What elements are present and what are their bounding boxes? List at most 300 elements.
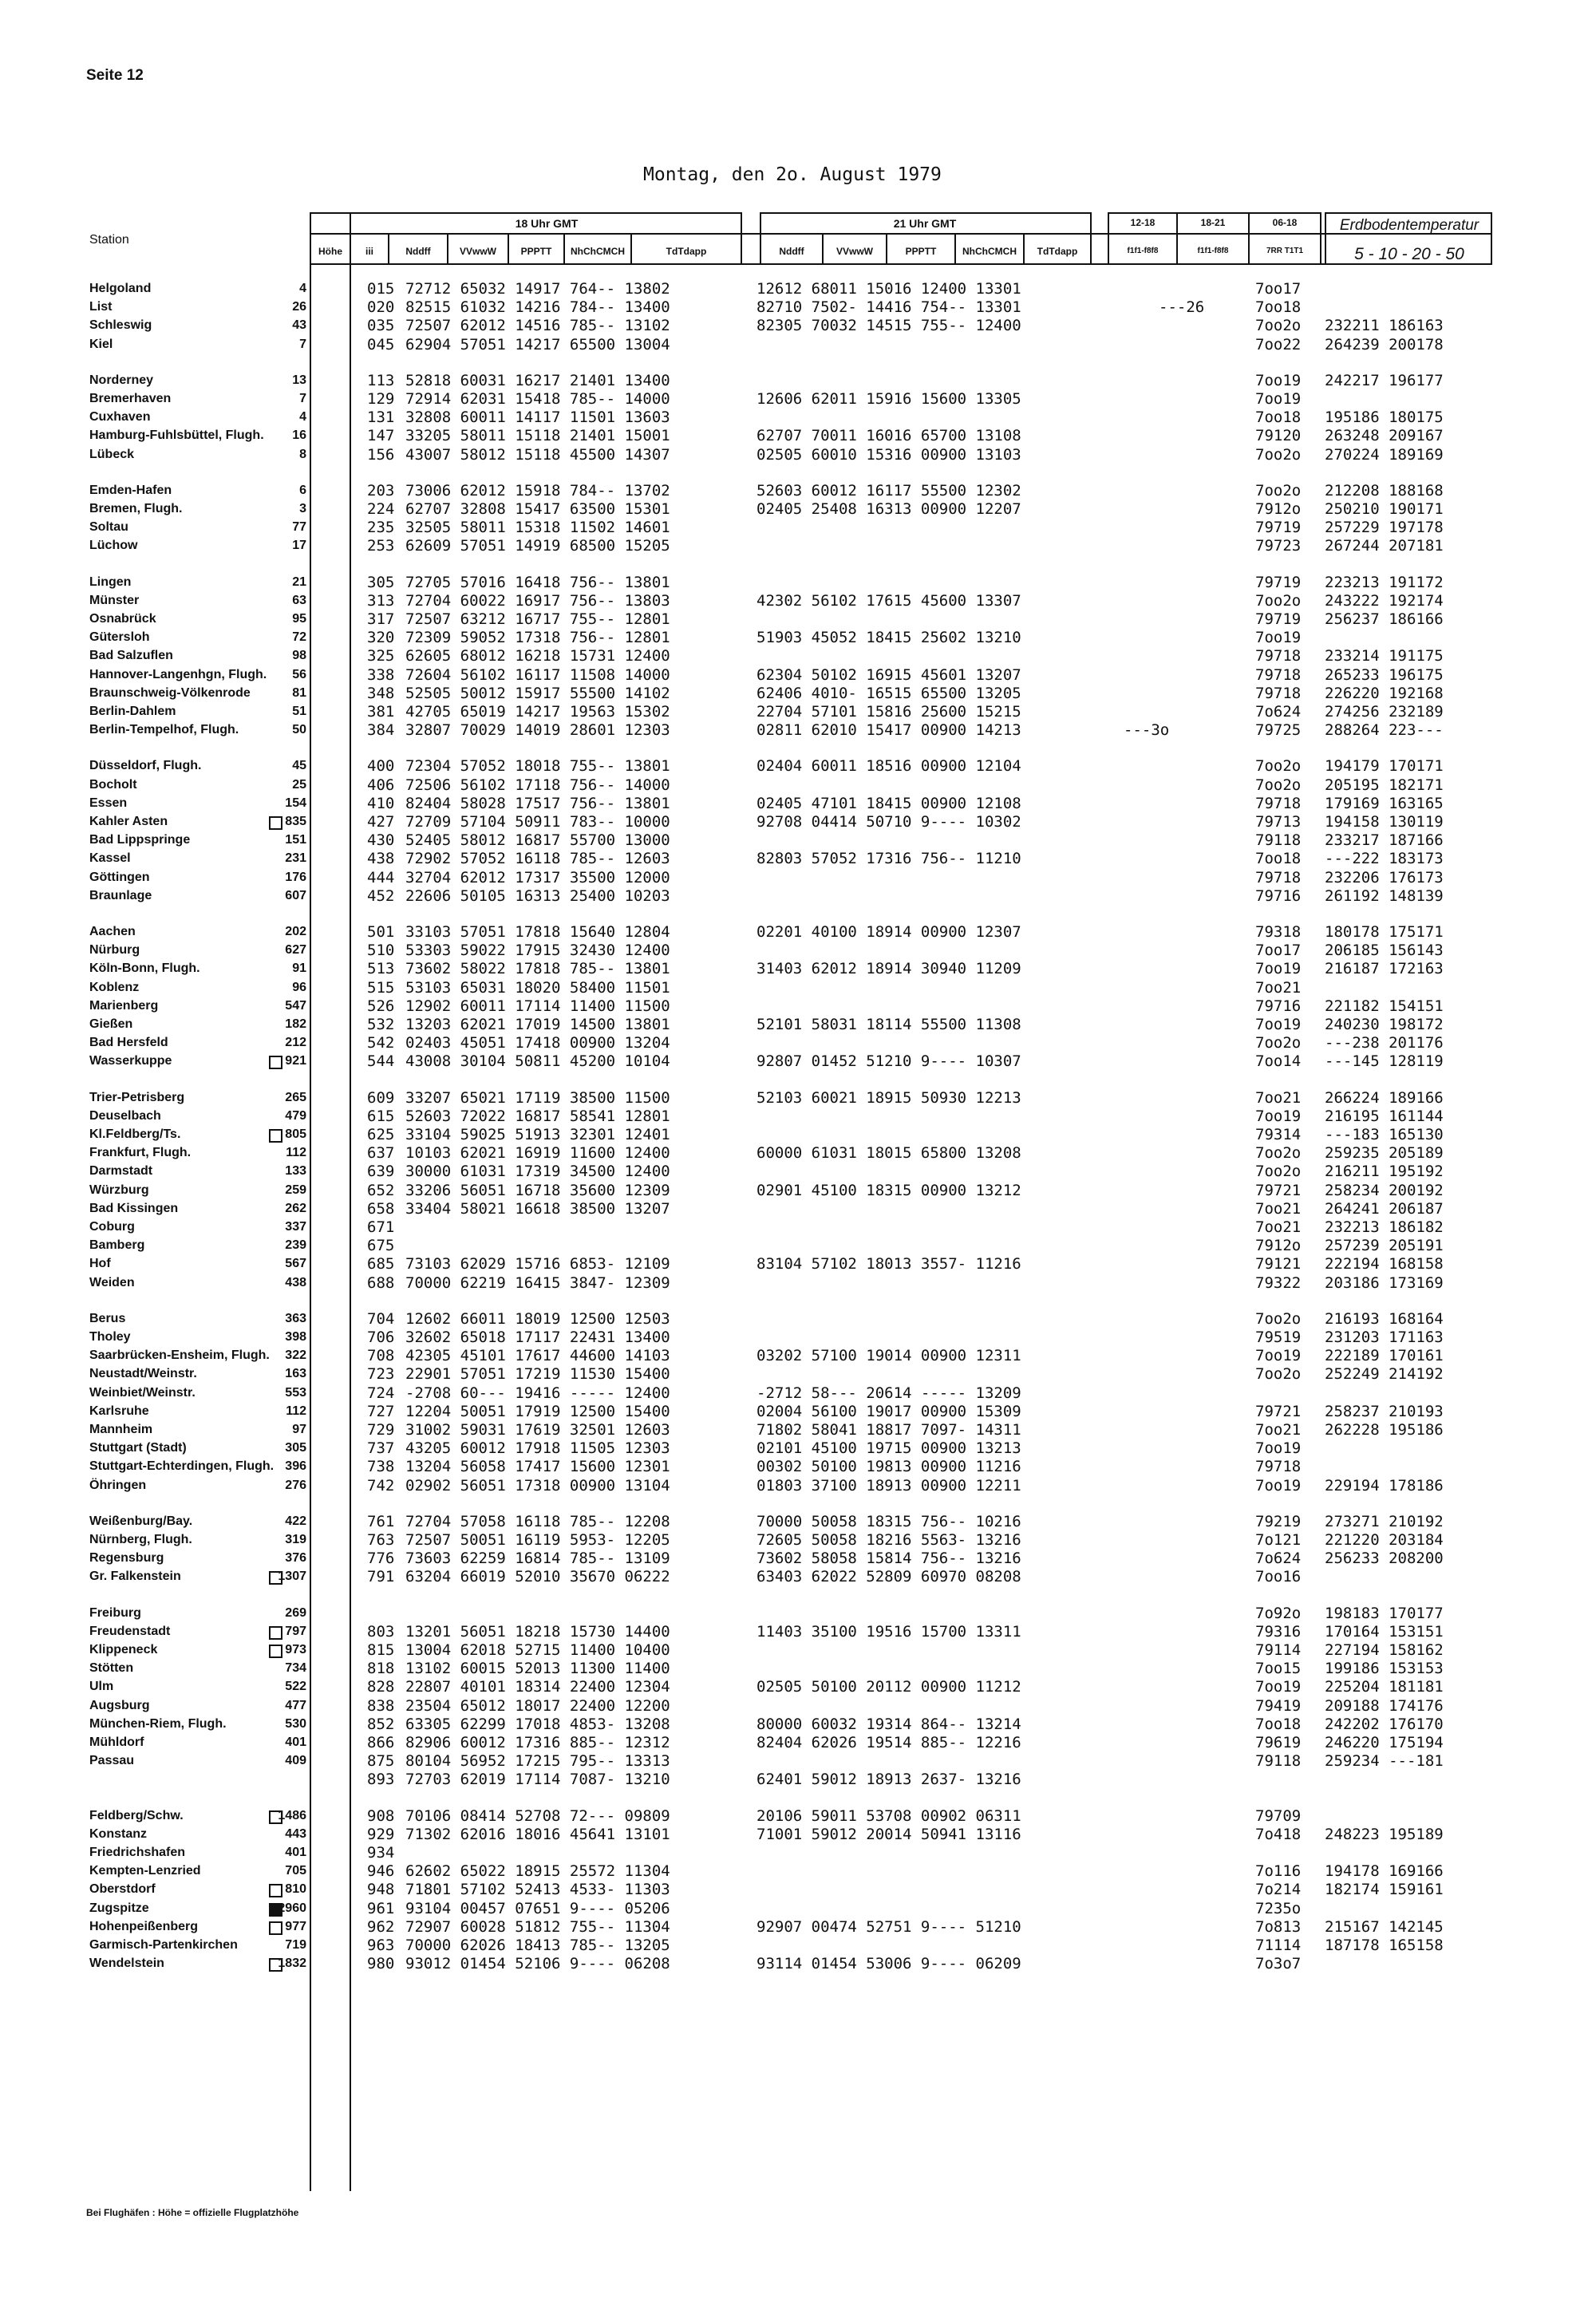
obs-18utc: 71302 62016 18016 45641 13101	[405, 1825, 670, 1843]
station-height: 259	[285, 1183, 306, 1197]
station-number: 866	[367, 1734, 395, 1751]
obs-18utc: 13201 56051 18218 15730 14400	[405, 1622, 670, 1641]
group-21-header: 21 Uhr GMT	[893, 217, 957, 230]
station-number: 761	[367, 1512, 395, 1530]
station-number: 929	[367, 1825, 395, 1843]
precip-06-18: 79723	[1255, 537, 1302, 555]
station-height: 805	[285, 1127, 306, 1141]
obs-18utc: 70000 62026 18413 785-- 13205	[405, 1937, 670, 1954]
soil-temperature: 180178 175171	[1325, 923, 1444, 941]
station-number: 015	[367, 280, 395, 298]
station-height: 63	[292, 593, 306, 607]
station-name: Passau	[89, 1754, 135, 1768]
station-height: 112	[286, 1404, 306, 1418]
station-height: 51	[292, 705, 306, 718]
station-number: 708	[367, 1347, 395, 1365]
obs-18utc: 33207 65021 17119 38500 11500	[405, 1088, 670, 1107]
obs-21utc: 02404 60011 18516 00900 12104	[757, 757, 1021, 776]
obs-18utc: 33404 58021 16618 38500 13207	[405, 1199, 670, 1218]
column-rule	[1090, 212, 1092, 265]
soil-temperature: 258234 200192	[1325, 1181, 1444, 1199]
station-number: 526	[367, 997, 395, 1015]
obs-18utc: 73602 58022 17818 785-- 13801	[405, 960, 670, 978]
station-height: 530	[285, 1716, 306, 1731]
precip-06-18: 7oo19	[1255, 1347, 1302, 1365]
precip-06-18: 7oo19	[1255, 390, 1302, 408]
obs-18utc: 93104 00457 07651 9---- 05206	[405, 1899, 670, 1917]
station-name: Osnabrück	[89, 612, 156, 626]
precip-06-18: 7oo2o	[1255, 757, 1302, 776]
soil-temperature: 273271 210192	[1325, 1512, 1444, 1530]
precip-06-18: 79322	[1255, 1273, 1302, 1292]
obs-21utc: 52103 60021 18915 50930 12213	[757, 1088, 1021, 1107]
obs-18utc: 02902 56051 17318 00900 13104	[405, 1476, 670, 1495]
station-name: Gütersloh	[89, 630, 150, 645]
station-number: 946	[367, 1862, 395, 1881]
station-height: 7	[299, 337, 306, 351]
obs-18utc: 71801 57102 52413 4533- 11303	[405, 1881, 670, 1899]
station-height: 797	[285, 1624, 306, 1638]
precip-06-18: 7oo21	[1255, 1088, 1302, 1107]
station-name: Klippeneck	[89, 1643, 158, 1656]
soil-temperature: 215167 142145	[1325, 1917, 1444, 1936]
precip-06-18: 79716	[1255, 997, 1302, 1015]
station-name: Berus	[89, 1311, 126, 1325]
station-height: 6	[299, 483, 306, 497]
precip-06-18: 7912o	[1255, 1237, 1302, 1255]
station-number: 020	[367, 298, 395, 317]
obs-18utc: 33206 56051 16718 35600 12309	[405, 1181, 670, 1199]
precip-06-18: 79519	[1255, 1329, 1302, 1346]
precip-06-18: 7o624	[1255, 703, 1302, 721]
station-header: Station	[89, 233, 129, 247]
station-number: 515	[367, 978, 395, 997]
obs-18utc: 73603 62259 16814 785-- 13109	[405, 1550, 670, 1568]
soil-temperature: 267244 207181	[1325, 537, 1444, 555]
station-height: 56	[292, 667, 306, 681]
page-label: Seite 12	[86, 67, 144, 84]
precip-06-18: 7oo19	[1255, 629, 1302, 647]
obs-18utc: 12902 60011 17114 11400 11500	[405, 997, 670, 1015]
obs-18utc: 12204 50051 17919 12500 15400	[405, 1402, 670, 1420]
station-number: 513	[367, 960, 395, 978]
precip-06-18: 79118	[1255, 1752, 1302, 1771]
obs-18utc: 12602 66011 18019 12500 12503	[405, 1309, 670, 1328]
station-name: Bremerhaven	[89, 392, 172, 405]
station-number: 742	[367, 1476, 395, 1495]
soil-temperature: 199186 153153	[1325, 1660, 1444, 1678]
station-number: 045	[367, 335, 395, 353]
precip-06-18: 7oo2o	[1255, 591, 1302, 610]
col18-vvwww: VVwwW	[459, 246, 496, 257]
obs-18utc: 73103 62029 15716 6853- 12109	[405, 1255, 670, 1273]
soil-temperature: 252249 214192	[1325, 1365, 1444, 1384]
soil-temperature: 248223 195189	[1325, 1825, 1444, 1843]
station-number: 338	[367, 665, 395, 684]
station-height: 182	[285, 1017, 306, 1031]
obs-21utc: 73602 58058 15814 756-- 13216	[757, 1550, 1021, 1568]
range-18-21: 18-21	[1200, 217, 1226, 228]
obs-18utc: 53103 65031 18020 58400 11501	[405, 978, 670, 997]
station-height: 363	[285, 1311, 306, 1325]
obs-18utc: 72507 63212 16717 755-- 12801	[405, 610, 670, 628]
station-name: Darmstadt	[89, 1164, 153, 1179]
col18-clouds: NhChCMCH	[571, 246, 625, 257]
obs-18utc: 70106 08414 52708 72--- 09809	[405, 1806, 670, 1825]
precip-06-18: 7oo2o	[1255, 776, 1302, 794]
soil-temperature: 198183 170177	[1325, 1604, 1444, 1622]
soil-temperature: 270224 189169	[1325, 445, 1444, 464]
obs-18utc: 72712 65032 14917 764-- 13802	[405, 280, 670, 298]
soil-temperature: 262228 195186	[1325, 1421, 1444, 1439]
obs-21utc: 70000 50058 18315 756-- 10216	[757, 1512, 1021, 1530]
station-name: Göttingen	[89, 870, 150, 884]
soil-temperature: 232206 176173	[1325, 868, 1444, 886]
station-height: 17	[292, 539, 306, 553]
column-rule	[350, 212, 351, 2191]
station-height: 112	[286, 1146, 306, 1160]
station-name: Bad Hersfeld	[89, 1036, 168, 1050]
precip-06-18: 7oo2o	[1255, 1144, 1302, 1163]
obs-18utc: 72304 57052 18018 755-- 13801	[405, 757, 670, 776]
station-name: Lübeck	[89, 447, 135, 461]
soil-temperature: 221182 154151	[1325, 997, 1444, 1015]
station-name: Würzburg	[89, 1183, 149, 1197]
station-height: 1307	[278, 1570, 306, 1584]
precip-06-18: 79719	[1255, 573, 1302, 591]
precip-06-18: 7oo2o	[1255, 1163, 1302, 1181]
precip-06-18: 7oo18	[1255, 409, 1302, 427]
obs-18utc: 82515 61032 14216 784-- 13400	[405, 298, 670, 317]
obs-18utc: 82906 60012 17316 885-- 12312	[405, 1734, 670, 1751]
station-name: Mühldorf	[89, 1735, 144, 1749]
obs-21utc: 62406 4010- 16515 65500 13205	[757, 684, 1021, 702]
precip-06-18: 7oo14	[1255, 1052, 1302, 1071]
obs-18utc: 63305 62299 17018 4853- 13208	[405, 1715, 670, 1733]
station-height: 705	[285, 1864, 306, 1878]
soil-temperature: 257229 197178	[1325, 519, 1444, 537]
header-rule	[760, 212, 1092, 214]
station-number: 706	[367, 1329, 395, 1346]
col21-ppptt: PPPTT	[905, 246, 937, 257]
soil-temperature: 259235 205189	[1325, 1144, 1444, 1163]
station-height: 422	[285, 1514, 306, 1528]
station-name: Bamberg	[89, 1238, 145, 1253]
obs-18utc: 23504 65012 18017 22400 12200	[405, 1696, 670, 1715]
station-name: Berlin-Dahlem	[89, 705, 176, 718]
obs-18utc: 13203 62021 17019 14500 13801	[405, 1016, 670, 1033]
station-height: 16	[292, 428, 306, 443]
header-rule	[1325, 212, 1492, 214]
station-number: 427	[367, 813, 395, 831]
obs-21utc: 92807 01452 51210 9---- 10307	[757, 1052, 1021, 1071]
sub-precip: 7RR T1T1	[1266, 247, 1304, 255]
station-number: 348	[367, 684, 395, 702]
soil-temperature: 256237 186166	[1325, 610, 1444, 628]
soil-temperature: ---238 201176	[1325, 1034, 1444, 1052]
station-height: 4	[299, 282, 306, 295]
obs-18utc: -2708 60--- 19416 ----- 12400	[405, 1384, 670, 1402]
station-number: 875	[367, 1752, 395, 1771]
station-number: 763	[367, 1531, 395, 1549]
station-name: Braunlage	[89, 888, 152, 902]
obs-21utc: 02505 60010 15316 00900 13103	[757, 445, 1021, 464]
col21-nddff: Nddff	[779, 246, 804, 257]
station-height: 553	[285, 1385, 306, 1400]
obs-18utc: 42705 65019 14217 19563 15302	[405, 703, 670, 721]
station-name: Weinbiet/Weinstr.	[89, 1385, 196, 1400]
obs-21utc: -2712 58--- 20614 ----- 13209	[757, 1384, 1021, 1402]
obs-21utc: 52101 58031 18114 55500 11308	[757, 1016, 1021, 1033]
obs-18utc: 72907 60028 51812 755-- 11304	[405, 1917, 670, 1936]
obs-21utc: 93114 01454 53006 9---- 06209	[757, 1955, 1021, 1973]
obs-18utc: 02403 45051 17418 00900 13204	[405, 1034, 670, 1052]
precip-06-18: 71114	[1255, 1937, 1302, 1954]
soil-temperature: 261192 148139	[1325, 886, 1444, 905]
precip-06-18: 7o3o7	[1255, 1955, 1302, 1973]
soil-temperature: ---183 165130	[1325, 1126, 1444, 1143]
soil-temperature: 274256 232189	[1325, 703, 1444, 721]
obs-18utc: 32808 60011 14117 11501 13603	[405, 409, 670, 427]
precip-06-18: 7oo21	[1255, 1421, 1302, 1439]
obs-18utc: 13204 56058 17417 15600 12301	[405, 1458, 670, 1476]
station-name: Hohenpeißenberg	[89, 1919, 199, 1933]
station-number: 532	[367, 1016, 395, 1033]
obs-18utc: 80104 56952 17215 795-- 13313	[405, 1752, 670, 1771]
obs-21utc: 02405 47101 18415 00900 12108	[757, 794, 1021, 812]
station-number: 727	[367, 1402, 395, 1420]
station-height: 97	[292, 1423, 306, 1436]
soil-temperature: 182174 159161	[1325, 1881, 1444, 1899]
station-height: 95	[292, 612, 306, 626]
precip-06-18: 7912o	[1255, 500, 1302, 518]
station-height: 319	[285, 1533, 306, 1546]
station-name: Wendelstein	[89, 1957, 164, 1971]
station-height: 276	[285, 1478, 306, 1492]
station-height: 50	[292, 723, 306, 737]
station-name: Cuxhaven	[89, 410, 151, 424]
precip-06-18: 7oo15	[1255, 1660, 1302, 1678]
precip-06-18: 7o624	[1255, 1550, 1302, 1568]
col18-nddff: Nddff	[405, 246, 431, 257]
obs-18utc: 73006 62012 15918 784-- 13702	[405, 481, 670, 499]
obs-21utc: 71001 59012 20014 50941 13116	[757, 1825, 1021, 1843]
soil-temperature: 242217 196177	[1325, 371, 1444, 389]
precip-06-18: 7oo19	[1255, 371, 1302, 389]
precip-06-18: 79718	[1255, 665, 1302, 684]
station-height: 607	[285, 888, 306, 902]
obs-18utc: 53303 59022 17915 32430 12400	[405, 942, 670, 960]
station-number: 224	[367, 500, 395, 518]
obs-21utc: 03202 57100 19014 00900 12311	[757, 1347, 1021, 1365]
station-number: 818	[367, 1660, 395, 1678]
col21-tdtdapp: TdTdapp	[1037, 246, 1078, 257]
station-number: 406	[367, 776, 395, 794]
station-number: 544	[367, 1052, 395, 1071]
gust-12-18: ---3o	[1124, 721, 1170, 740]
station-name: Kahler Asten	[89, 815, 168, 828]
obs-21utc: 60000 61031 18015 65800 13208	[757, 1144, 1021, 1163]
obs-21utc: 22704 57101 15816 25600 15215	[757, 703, 1021, 721]
station-name: Coburg	[89, 1220, 135, 1234]
station-name: Düsseldorf, Flugh.	[89, 759, 202, 773]
station-name: Marienberg	[89, 998, 159, 1013]
station-number: 501	[367, 923, 395, 941]
precip-06-18: 7oo2o	[1255, 1365, 1302, 1384]
precip-06-18: 79114	[1255, 1641, 1302, 1659]
header-rule	[1108, 212, 1320, 214]
station-number: 908	[367, 1806, 395, 1825]
station-name: Bad Salzuflen	[89, 649, 173, 663]
station-number: 384	[367, 721, 395, 740]
header-rule	[351, 212, 742, 214]
obs-18utc: 72709 57104 50911 783-- 10000	[405, 813, 670, 831]
station-number: 934	[367, 1844, 395, 1862]
soil-temperature: 223213 191172	[1325, 573, 1444, 591]
col21-clouds: NhChCMCH	[962, 246, 1017, 257]
precip-06-18: 7oo19	[1255, 1107, 1302, 1125]
station-height: 21	[292, 575, 306, 589]
station-name: Berlin-Tempelhof, Flugh.	[89, 723, 239, 737]
obs-21utc: 31403 62012 18914 30940 11209	[757, 960, 1021, 978]
station-number: 156	[367, 445, 395, 464]
precip-06-18: 7o418	[1255, 1825, 1302, 1843]
obs-21utc: 02505 50100 20112 00900 11212	[757, 1678, 1021, 1696]
soil-temperature: 226220 192168	[1325, 684, 1444, 702]
station-height: 337	[285, 1220, 306, 1234]
soil-temperature: 233217 187166	[1325, 831, 1444, 850]
station-name: Trier-Petrisberg	[89, 1090, 185, 1104]
precip-06-18: 79419	[1255, 1696, 1302, 1715]
station-name: Kl.Feldberg/Ts.	[89, 1127, 181, 1141]
soil-temperature: 216195 161144	[1325, 1107, 1444, 1125]
station-number: 724	[367, 1384, 395, 1402]
obs-21utc: 52603 60012 16117 55500 12302	[757, 481, 1021, 499]
precip-06-18: 7oo22	[1255, 335, 1302, 353]
precip-06-18: 7o92o	[1255, 1604, 1302, 1622]
obs-21utc: 62304 50102 16915 45601 13207	[757, 665, 1021, 684]
precip-06-18: 79118	[1255, 831, 1302, 850]
soil-temperature: 240230 198172	[1325, 1016, 1444, 1033]
station-number: 542	[367, 1034, 395, 1052]
obs-18utc: 22606 50105 16313 25400 10203	[405, 886, 670, 905]
precip-06-18: 79725	[1255, 721, 1302, 740]
obs-18utc: 62904 57051 14217 65500 13004	[405, 335, 670, 353]
station-name: Hamburg-Fuhlsbüttel, Flugh.	[89, 428, 264, 443]
precip-06-18: 79219	[1255, 1512, 1302, 1530]
station-name: Zugspitze	[89, 1901, 149, 1915]
obs-18utc: 13004 62018 52715 11400 10400	[405, 1641, 670, 1659]
station-name: Nürnberg, Flugh.	[89, 1533, 192, 1546]
station-name: Feldberg/Schw.	[89, 1808, 184, 1822]
station-number: 723	[367, 1365, 395, 1384]
station-number: 625	[367, 1126, 395, 1143]
precip-06-18: 79619	[1255, 1734, 1302, 1751]
station-name: Stuttgart (Stadt)	[89, 1441, 187, 1455]
station-number: 609	[367, 1088, 395, 1107]
obs-21utc: 92907 00474 52751 9---- 51210	[757, 1917, 1021, 1936]
station-number: 444	[367, 868, 395, 886]
footnote: Bei Flughäfen : Höhe = offizielle Flugplatzhöhe	[86, 2207, 299, 2218]
station-number: 615	[367, 1107, 395, 1125]
station-height: 72	[292, 630, 306, 645]
soil-temperature: 179169 163165	[1325, 794, 1444, 812]
sub-gust-2: f1f1-f8f8	[1197, 247, 1229, 255]
station-number: 131	[367, 409, 395, 427]
obs-18utc: 32704 62012 17317 35500 12000	[405, 868, 670, 886]
station-name: Kempten-Lenzried	[89, 1864, 201, 1878]
station-height: 409	[285, 1754, 306, 1768]
station-name: Saarbrücken-Ensheim, Flugh.	[89, 1348, 270, 1363]
station-name: Bad Lippspringe	[89, 833, 191, 847]
station-name: Soltau	[89, 520, 128, 535]
station-name: Regensburg	[89, 1551, 164, 1566]
station-number: 675	[367, 1237, 395, 1255]
precip-06-18: 79718	[1255, 647, 1302, 665]
obs-21utc: 83104 57102 18013 3557- 11216	[757, 1255, 1021, 1273]
precip-06-18: 7oo19	[1255, 1016, 1302, 1033]
precip-06-18: 79316	[1255, 1622, 1302, 1641]
station-name: Tholey	[89, 1330, 131, 1344]
station-number: 203	[367, 481, 395, 499]
soil-temperature: 265233 196175	[1325, 665, 1444, 684]
station-height: 212	[285, 1036, 306, 1050]
obs-21utc: 02004 56100 19017 00900 15309	[757, 1402, 1021, 1420]
obs-18utc: 63204 66019 52010 35670 06222	[405, 1568, 670, 1586]
col21-vvwww: VVwwW	[836, 246, 873, 257]
obs-21utc: 42302 56102 17615 45600 13307	[757, 591, 1021, 610]
station-number: 948	[367, 1881, 395, 1899]
station-height: 239	[285, 1238, 306, 1253]
obs-18utc: 31002 59031 17619 32501 12603	[405, 1421, 670, 1439]
precip-06-18: 7oo21	[1255, 978, 1302, 997]
station-height: 376	[285, 1551, 306, 1566]
soil-temperature: 263248 209167	[1325, 427, 1444, 445]
station-height: 45	[292, 759, 306, 773]
obs-18utc: 43007 58012 15118 45500 14307	[405, 445, 670, 464]
station-name: Hof	[89, 1257, 111, 1271]
obs-21utc: 72605 50058 18216 5563- 13216	[757, 1531, 1021, 1549]
station-name: Stuttgart-Echterdingen, Flugh.	[89, 1459, 275, 1474]
obs-21utc: 11403 35100 19516 15700 13311	[757, 1622, 1021, 1641]
obs-18utc: 22901 57051 17219 11530 15400	[405, 1365, 670, 1384]
obs-18utc: 43205 60012 17918 11505 12303	[405, 1439, 670, 1458]
station-height: 305	[285, 1441, 306, 1455]
station-name: Gr. Falkenstein	[89, 1570, 181, 1584]
soil-temperature: 232211 186163	[1325, 317, 1444, 335]
obs-18utc: 72703 62019 17114 7087- 13210	[405, 1771, 670, 1789]
range-12-18: 12-18	[1130, 217, 1156, 228]
station-height: 477	[285, 1698, 306, 1712]
obs-18utc: 72506 56102 17118 756-- 14000	[405, 776, 670, 794]
soil-temperature: 259234 ---181	[1325, 1752, 1444, 1771]
station-name: Lüchow	[89, 539, 138, 553]
soil-temperature: 258237 210193	[1325, 1402, 1444, 1420]
station-name: Garmisch-Partenkirchen	[89, 1938, 238, 1952]
station-height: 734	[285, 1661, 306, 1676]
soil-temperature: 194179 170171	[1325, 757, 1444, 776]
precip-06-18: 7oo19	[1255, 960, 1302, 978]
station-name: Essen	[89, 796, 128, 810]
header-rule	[310, 233, 1492, 235]
station-name: Nürburg	[89, 943, 140, 958]
iii-header: iii	[365, 246, 373, 257]
station-name: Koblenz	[89, 980, 140, 994]
soil-temperature: 243222 192174	[1325, 591, 1444, 610]
station-number: 320	[367, 629, 395, 647]
obs-21utc: 20106 59011 53708 00902 06311	[757, 1806, 1021, 1825]
obs-18utc: 52505 50012 15917 55500 14102	[405, 684, 670, 702]
